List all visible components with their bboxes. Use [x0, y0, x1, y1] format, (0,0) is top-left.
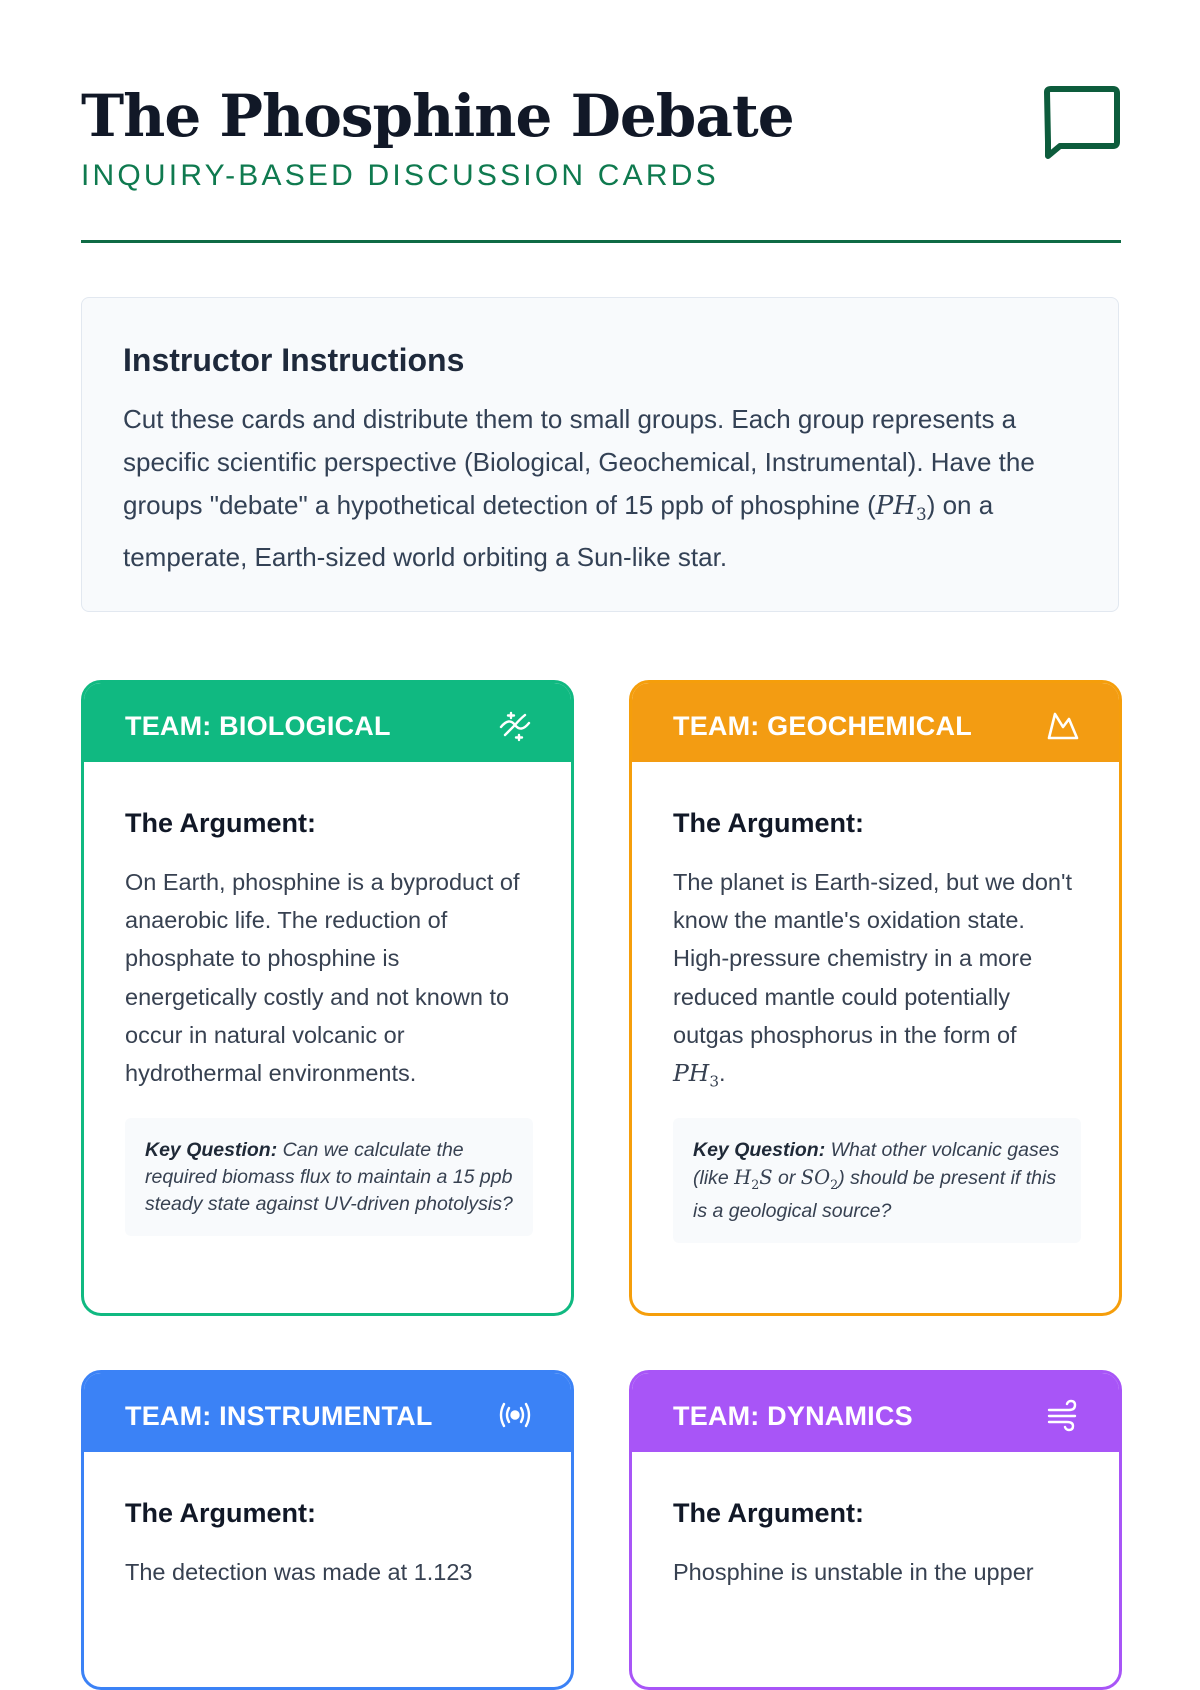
page-title: The Phosphine Debate [81, 82, 794, 150]
h2s-formula [734, 1166, 773, 1192]
chat-bubble-icon [1043, 86, 1121, 160]
header-divider [81, 240, 1121, 243]
formula-subscript: 2 [830, 1176, 839, 1192]
argument-text-part: The planet is Earth-sized, but we don't know the mantle's oxidation state. High-pressure chemistry in a more reduced mantle could potentially outgas phosphorus in the form of [673, 869, 1072, 1048]
argument-label: The Argument: [125, 1498, 316, 1528]
formula-base: H [734, 1166, 752, 1189]
card-header [632, 683, 1119, 762]
phosphine-formula [875, 491, 927, 525]
key-question-box [125, 1118, 533, 1236]
instructions-text-part: Cut these cards and distribute them to small groups. Each group represents a specific scientific perspective (Biological, Geochemical, Instrumental). Have the groups "debate" a hypothetical detection of 15 ppb of phosphine ( [123, 404, 1035, 520]
argument-text-part: . [719, 1060, 726, 1087]
argument-text: The detection was made at 1.123 [125, 1559, 473, 1585]
page-header [81, 0, 1121, 245]
formula-tail: S [759, 1166, 773, 1189]
card-header [84, 683, 571, 762]
card-dynamics [629, 1370, 1122, 1690]
dna-icon [497, 707, 533, 743]
card-team-label: TEAM: INSTRUMENTAL [125, 1401, 433, 1431]
card-team-label: TEAM: DYNAMICS [673, 1401, 913, 1431]
key-question-label: Key Question: [693, 1139, 826, 1161]
argument-label: The Argument: [673, 808, 864, 838]
key-question-box [673, 1118, 1081, 1243]
card-team-label: TEAM: BIOLOGICAL [125, 711, 391, 741]
instructions-text-part: ) on a temperate, Earth-sized world orbiting a Sun-like star. [123, 490, 994, 573]
argument-text: On Earth, phosphine is a byproduct of anaerobic life. The reduction of phosphate to phosphine is energetically costly and not known to occur in natural volcanic or hydrothermal environments. [125, 869, 520, 1087]
key-question-label: Key Question: [145, 1139, 278, 1161]
instructions-heading: Instructor Instructions [123, 342, 465, 378]
argument-text: Phosphine is unstable in the upper [673, 1559, 1034, 1585]
key-question-text: Can we calculate the required biomass flux to maintain a 15 ppb steady state against UV-driven photolysis? [145, 1139, 513, 1215]
phosphine-formula [673, 1059, 720, 1091]
key-question-part: or [772, 1167, 801, 1189]
formula-subscript: 2 [751, 1176, 760, 1192]
card-team-label: TEAM: GEOCHEMICAL [673, 711, 972, 741]
card-instrumental [81, 1370, 574, 1690]
card-header [84, 1373, 571, 1452]
card-geochemical [629, 680, 1122, 1316]
formula-subscript: 3 [915, 504, 927, 525]
formula-base: PH [673, 1059, 710, 1088]
formula-base: SO [800, 1166, 831, 1189]
formula-base: PH [875, 491, 916, 521]
so2-formula [800, 1166, 839, 1192]
instructor-instructions-box [81, 297, 1119, 612]
card-header [632, 1373, 1119, 1452]
broadcast-icon [497, 1397, 533, 1433]
page [81, 0, 1121, 1585]
instructions-text [123, 398, 1083, 579]
formula-subscript: 3 [709, 1072, 720, 1091]
key-question-part: ) should be present if this is a geological source? [693, 1167, 1057, 1222]
argument-label: The Argument: [125, 808, 316, 838]
argument-text [673, 863, 1073, 1101]
wind-icon [1045, 1397, 1081, 1433]
key-question-part: What other volcanic gases (like [693, 1139, 1060, 1189]
argument-label: The Argument: [673, 1498, 864, 1528]
card-biological [81, 680, 574, 1316]
mountain-icon [1045, 707, 1081, 743]
page-subtitle: INQUIRY-BASED DISCUSSION CARDS [81, 159, 719, 192]
